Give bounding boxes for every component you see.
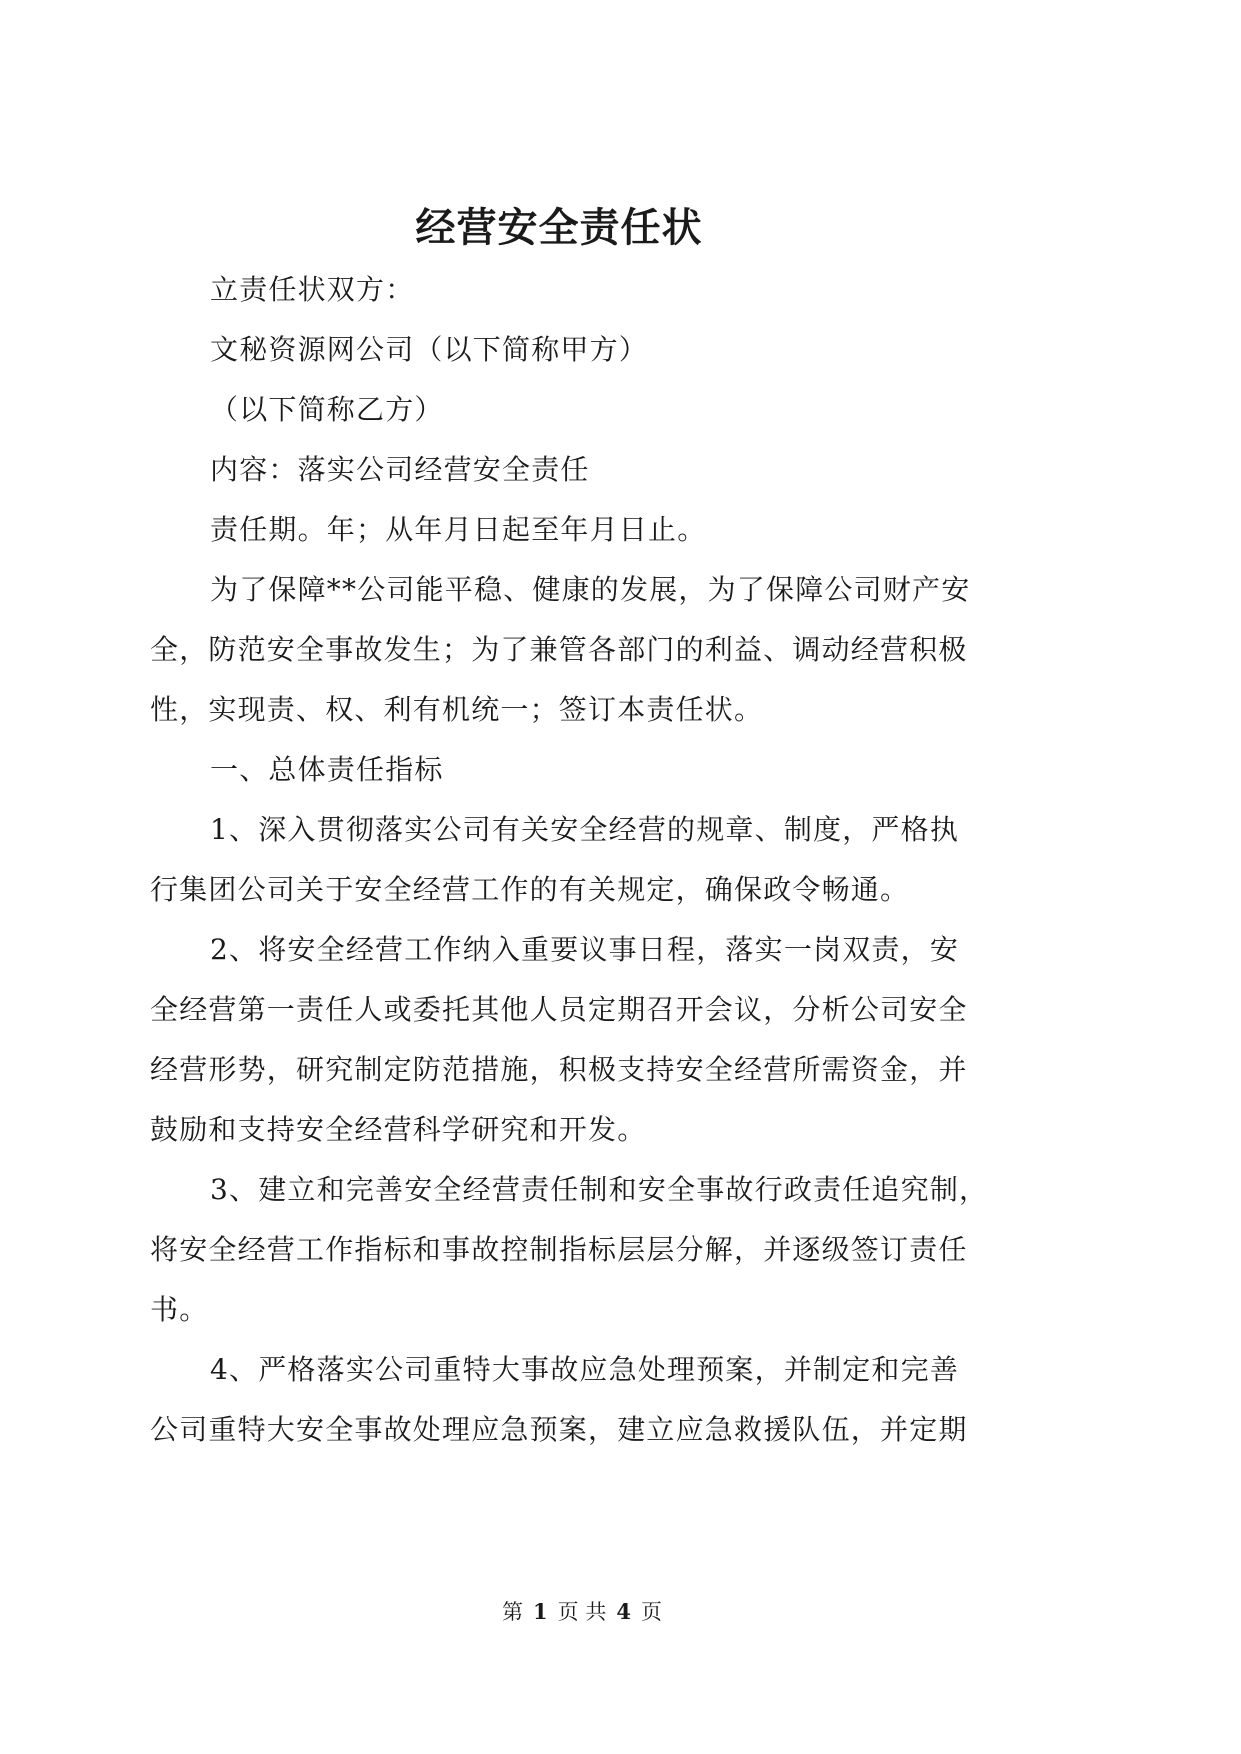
current-page-number: 1	[533, 1599, 548, 1624]
body-line: 全经营第一责任人或委托其他人员定期召开会议，分析公司安全	[150, 993, 968, 1026]
footer-suffix: 页	[640, 1600, 662, 1624]
body-line: （以下简称乙方）	[210, 393, 444, 426]
document-body	[150, 260, 1030, 1460]
body-line: 1、深入贯彻落实公司有关安全经营的规章、制度，严格执	[210, 813, 960, 846]
body-line: 责任期。年；从年月日起至年月日止。	[210, 513, 707, 546]
body-line: 行集团公司关于安全经营工作的有关规定，确保政令畅通。	[150, 873, 910, 906]
page-number-footer	[472, 1596, 692, 1628]
body-line: 立责任状双方：	[210, 273, 415, 306]
document-title: 经营安全责任状	[415, 204, 703, 251]
footer-prefix: 第	[502, 1600, 524, 1624]
body-line: 公司重特大安全事故处理应急预案，建立应急救援队伍，并定期	[150, 1413, 968, 1446]
body-line: 4、严格落实公司重特大事故应急处理预案，并制定和完善	[210, 1353, 960, 1386]
body-line: 内容：落实公司经营安全责任	[210, 453, 590, 486]
body-line: 为了保障**公司能平稳、健康的发展，为了保障公司财产安	[210, 573, 971, 606]
body-line: 鼓励和支持安全经营科学研究和开发。	[150, 1113, 647, 1146]
body-line: 经营形势，研究制定防范措施，积极支持安全经营所需资金，并	[150, 1053, 968, 1086]
body-line: 性，实现责、权、利有机统一；签订本责任状。	[150, 693, 764, 726]
body-line: 书。	[150, 1293, 209, 1326]
total-pages-number: 4	[616, 1599, 631, 1624]
section-heading: 一、总体责任指标	[210, 753, 444, 786]
body-line: 2、将安全经营工作纳入重要议事日程，落实一岗双责，安	[210, 933, 960, 966]
body-line: 3、建立和完善安全经营责任制和安全事故行政责任追究制，	[210, 1173, 989, 1206]
body-line: 文秘资源网公司（以下简称甲方）	[210, 333, 649, 366]
footer-middle: 页 共	[557, 1600, 607, 1624]
body-line: 全，防范安全事故发生；为了兼管各部门的利益、调动经营积极	[150, 633, 968, 666]
body-line: 将安全经营工作指标和事故控制指标层层分解，并逐级签订责任	[150, 1233, 968, 1266]
